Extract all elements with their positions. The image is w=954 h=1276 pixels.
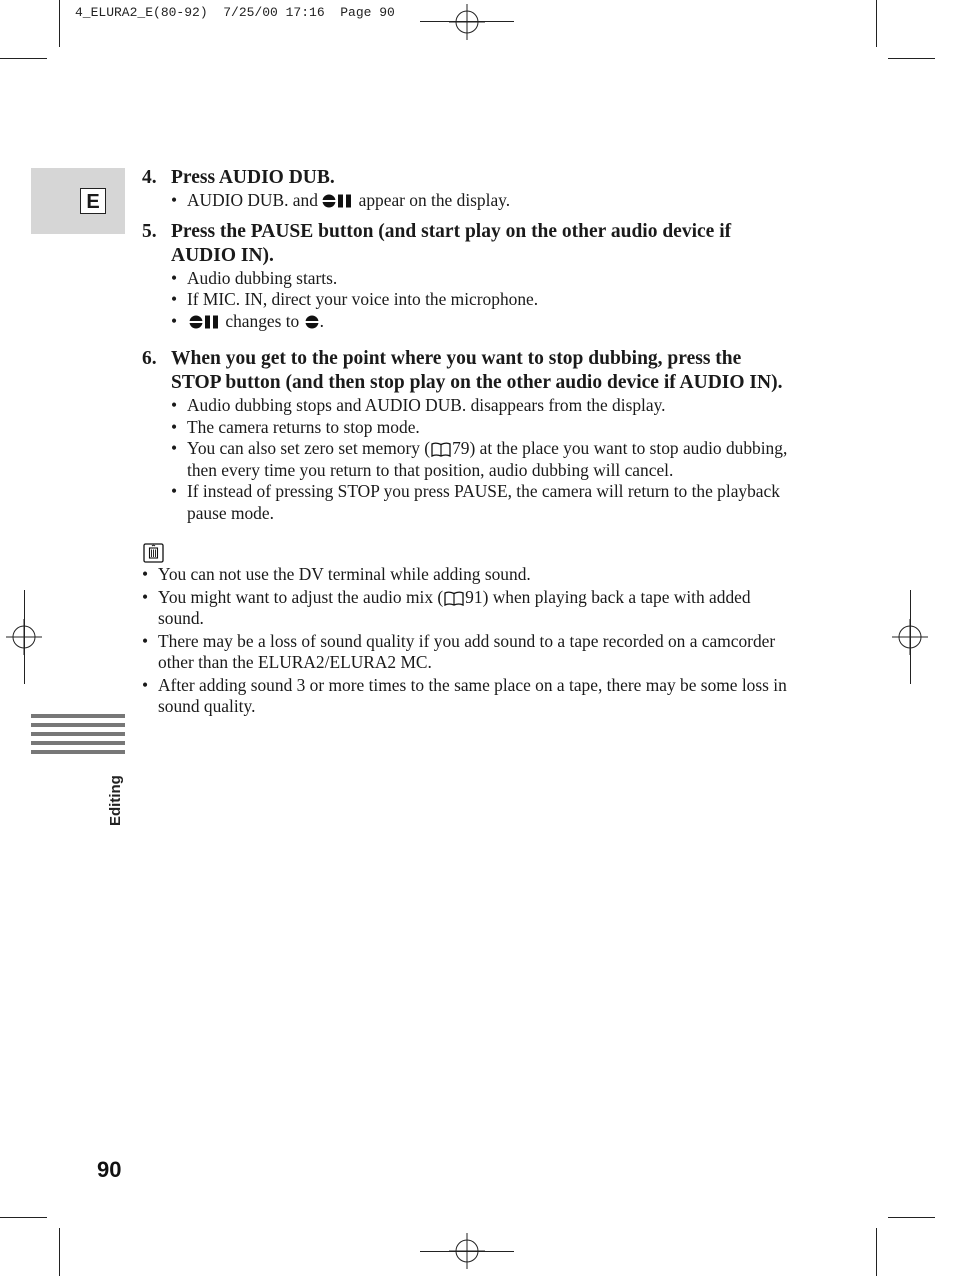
crop-mark xyxy=(59,1228,60,1276)
crop-mark xyxy=(0,58,47,59)
book-reference-icon xyxy=(444,591,464,606)
step-bullets xyxy=(171,395,792,524)
crop-mark xyxy=(0,1217,47,1218)
list-item: • The camera returns to stop mode. xyxy=(171,417,792,439)
registration-mark-icon xyxy=(449,4,485,40)
list-item: • After adding sound 3 or more times to the same place on a tape, there may be some loss in sound quality. xyxy=(142,675,792,718)
main-content xyxy=(142,166,792,718)
bullet-text: changes to xyxy=(225,310,304,331)
list-item: • Audio dubbing stops and AUDIO DUB. disappears from the display. xyxy=(171,395,792,417)
note-icon xyxy=(143,543,165,563)
bullet-text: You can also set zero set memory ( xyxy=(187,438,431,458)
language-tab-label: E xyxy=(80,188,106,214)
step-number: 6. xyxy=(142,348,157,369)
record-icon xyxy=(304,314,320,330)
registration-mark-icon xyxy=(892,619,928,655)
list-item xyxy=(171,438,792,481)
stripe xyxy=(31,714,125,718)
crop-mark xyxy=(888,58,935,59)
record-pause-icon xyxy=(322,193,354,209)
registration-mark-icon xyxy=(6,619,42,655)
list-item xyxy=(142,587,792,630)
bullet-text: appear on the display. xyxy=(358,190,511,210)
crop-mark xyxy=(876,1228,877,1276)
list-item xyxy=(171,190,792,212)
step-bullets xyxy=(171,190,792,212)
language-tab xyxy=(31,168,125,234)
stripe xyxy=(31,741,125,745)
stripe xyxy=(31,723,125,727)
list-item: • If instead of pressing STOP you press PAUSE, the camera will return to the playback pause mode. xyxy=(171,481,792,524)
page-number: 90 xyxy=(97,1157,122,1182)
crop-mark xyxy=(888,1217,935,1218)
step-number: 5. xyxy=(142,220,157,242)
list-item: • If MIC. IN, direct your voice into the microphone. xyxy=(171,289,792,311)
step-title: Press AUDIO DUB. xyxy=(171,167,335,188)
bullet-text: ) when playing back a tape with added sound. xyxy=(158,586,751,628)
step-4 xyxy=(142,166,792,212)
stripe xyxy=(31,732,125,736)
bullet-text: ) at the place you want to stop audio dubbing, then every time you return to that position, audio dubbing will cancel. xyxy=(187,438,788,480)
bullet-text: You might want to adjust the audio mix ( xyxy=(158,586,444,607)
crop-mark xyxy=(59,0,60,47)
crop-mark xyxy=(876,0,877,47)
list-item xyxy=(171,311,792,333)
stripe xyxy=(31,750,125,754)
step-title: When you get to the point where you want to stop dubbing, press the STOP button (and then stop play on the other audio device if AUDIO IN). xyxy=(171,348,783,393)
step-title: Press the PAUSE button (and start play on the other audio device if AUDIO IN). xyxy=(171,220,732,266)
section-label: Editing xyxy=(107,775,124,826)
record-pause-icon xyxy=(189,314,221,330)
registration-mark-icon xyxy=(449,1233,485,1269)
step-5 xyxy=(142,220,792,333)
book-reference-icon xyxy=(431,442,451,457)
list-item: • There may be a loss of sound quality if you add sound to a tape recorded on a camcorder other than the ELURA2/ELURA2 MC. xyxy=(142,631,792,674)
print-header-stamp: 4_ELURA2_E(80-92) 7/25/00 17:16 Page 90 xyxy=(75,5,395,20)
page-reference: 91 xyxy=(465,586,483,607)
bullet-text: AUDIO DUB. and xyxy=(187,190,323,210)
notes-list xyxy=(142,564,792,718)
page-reference: 79 xyxy=(452,438,470,458)
section-stripes xyxy=(31,714,125,759)
list-item: • Audio dubbing starts. xyxy=(171,268,792,290)
list-item: • You can not use the DV terminal while adding sound. xyxy=(142,564,792,586)
bullet-text: . xyxy=(319,310,324,331)
notes-section xyxy=(142,543,792,718)
step-number: 4. xyxy=(142,167,157,188)
step-bullets xyxy=(171,268,792,333)
step-6 xyxy=(142,347,792,524)
